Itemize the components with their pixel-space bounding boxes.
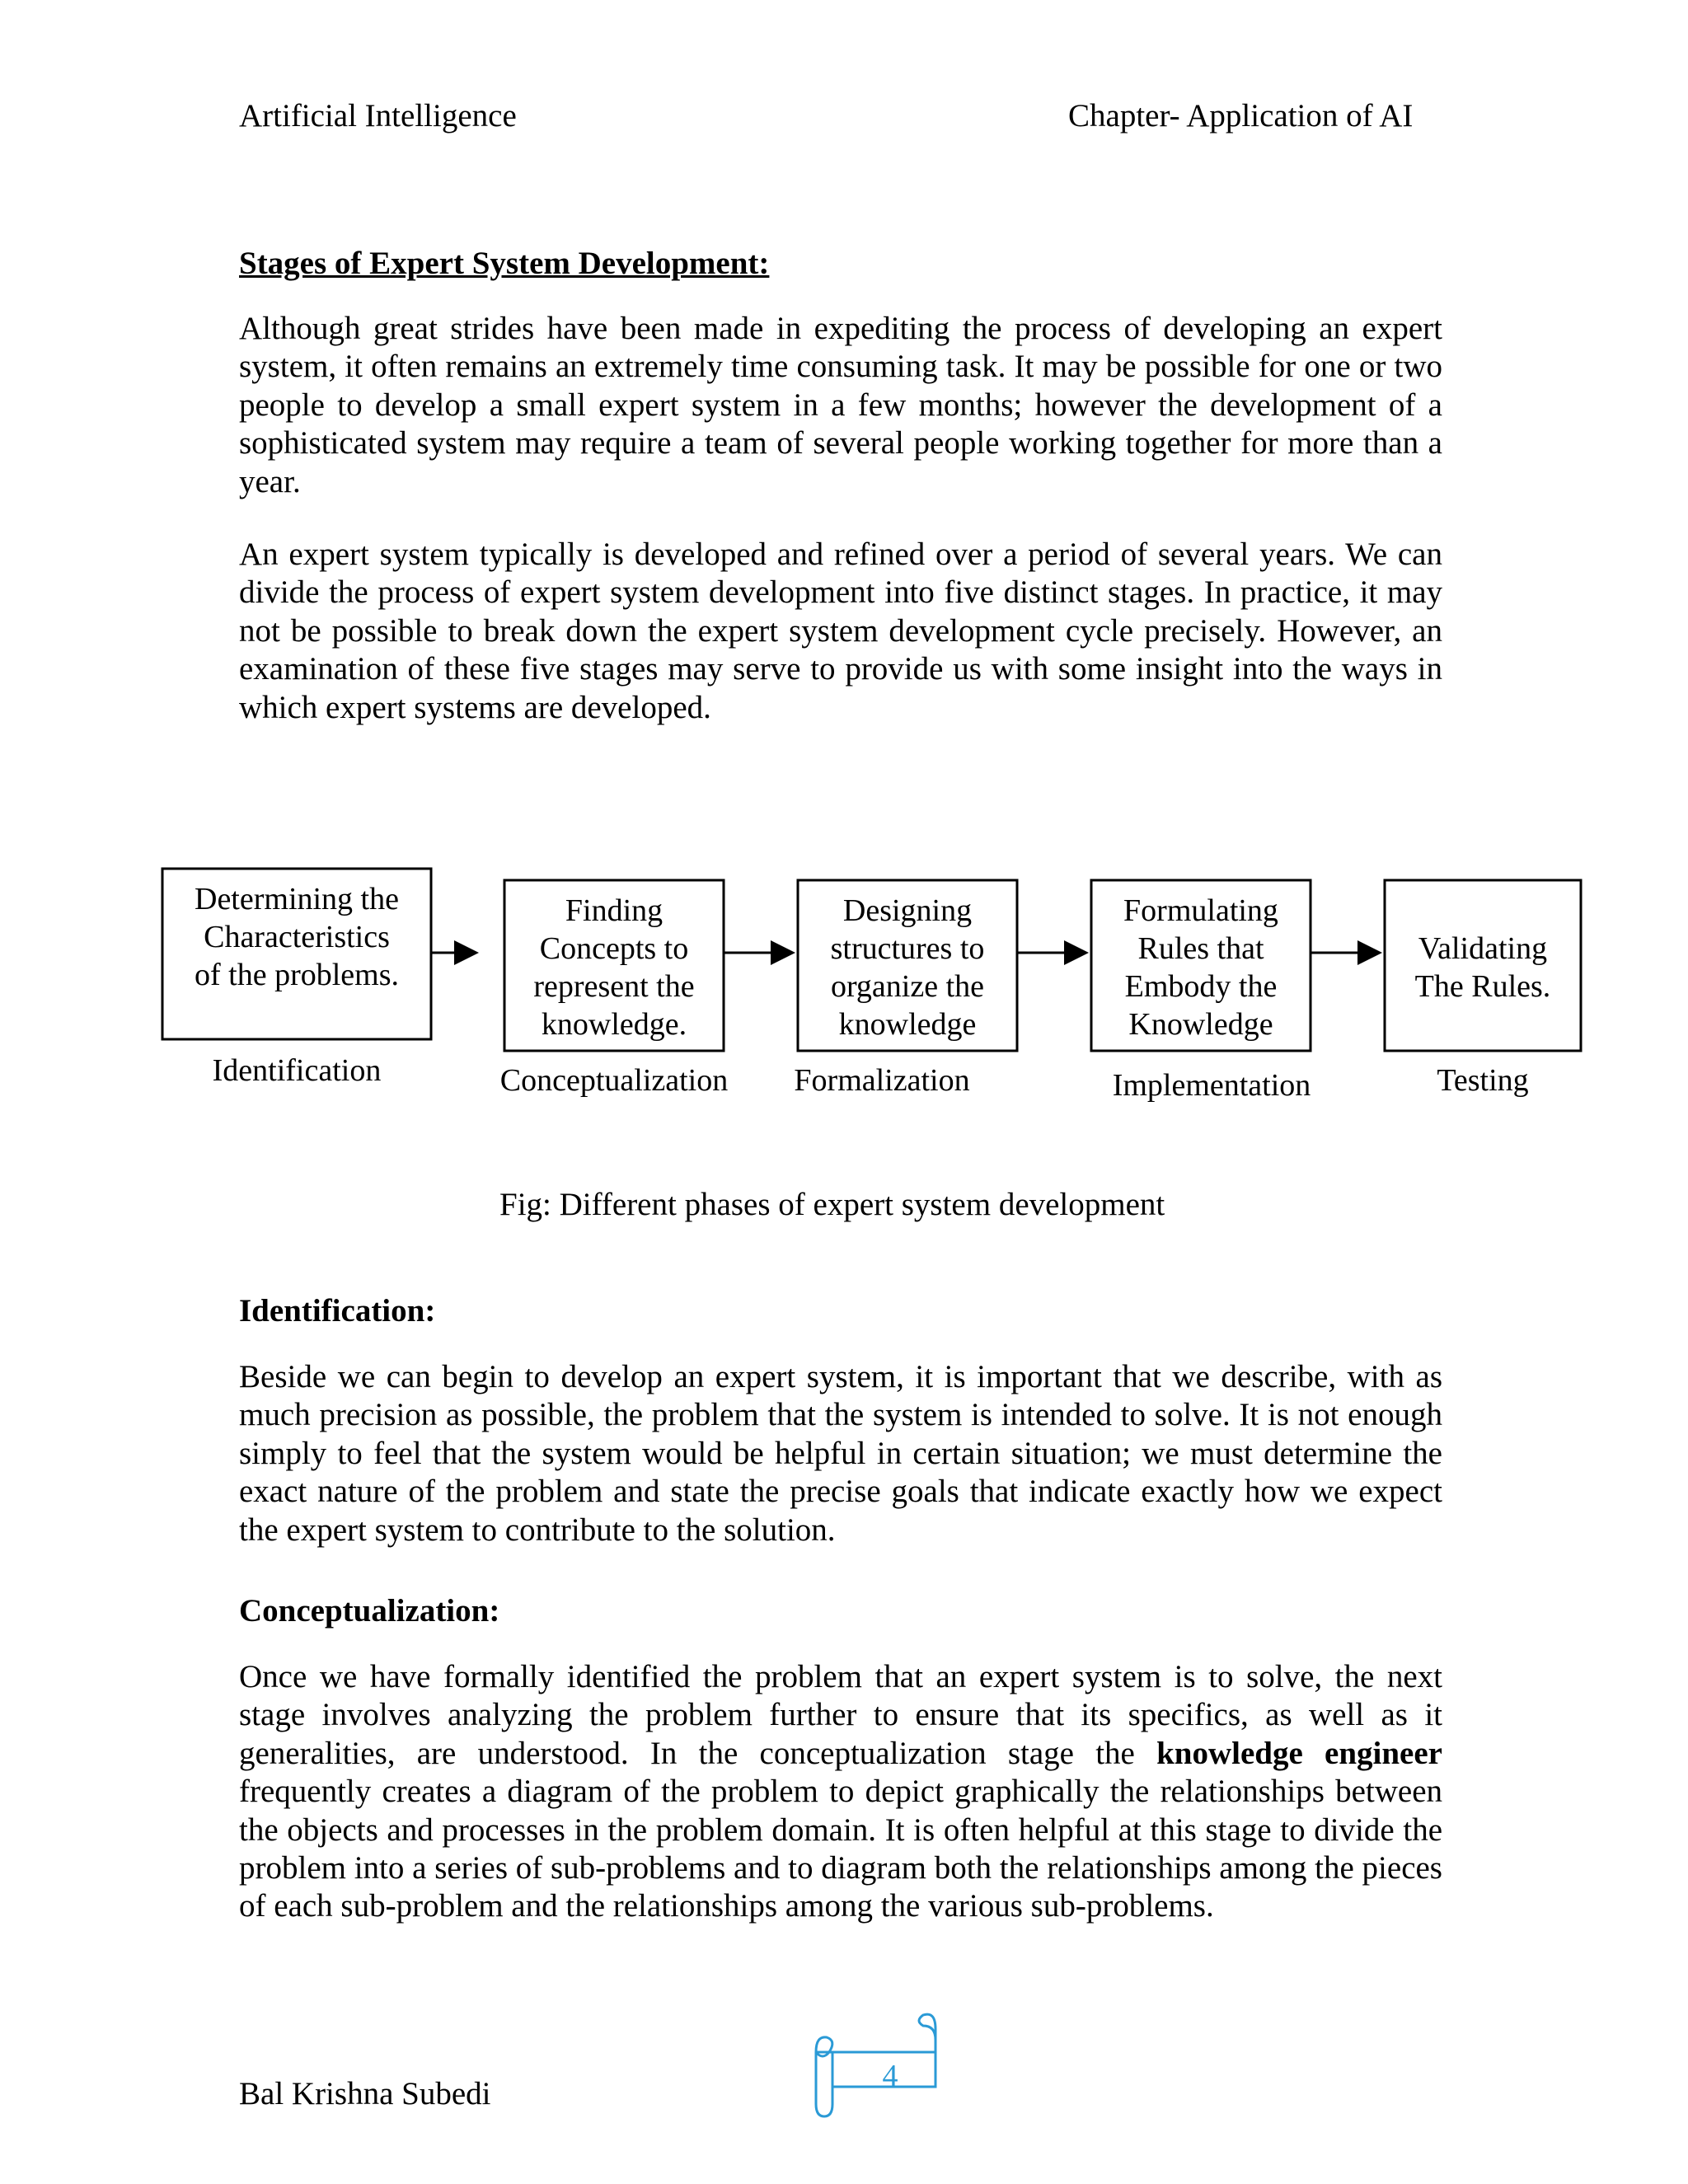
box-line: knowledge [838, 1007, 977, 1042]
box-line: structures to [830, 931, 985, 966]
header-left: Artificial Intelligence [239, 98, 517, 134]
box-line: Formulating [1123, 893, 1278, 928]
box-line: Knowledge [1128, 1007, 1273, 1042]
box-line: organize the [830, 969, 985, 1004]
intro-paragraph-1: Although great strides have been made in expediting the process of developing an expert system, it often remains an extremely time consuming task. It may be possible for one or two people to develop a small expert system in a few months; however the development of a sophisticated system may require a team of several people working together for more than a year. [239, 311, 1442, 499]
intro-paragraph-2: An expert system typically is developed and refined over a period of several years. We can divide the process of expert system development into five distinct stages. In practice, it may not be possible to break down the expert system development cycle precisely. However, an examination of these five stages may serve to provide us with some insight into the ways in which expert systems are developed. [239, 537, 1442, 725]
identification-paragraph: Beside we can begin to develop an expert system, it is important that we describe, with as much precision as possible, the problem that the system is intended to solve. It is not enough simply to feel that the system would be helpful in certain situation; we must determine the exact nature of the problem and state the precise goals that indicate exactly how we expect the expert system to contribute to the solution. [239, 1359, 1442, 1548]
box-line: Designing [842, 893, 973, 928]
conceptualization-text-before: Once we have formally identified the problem that an expert system is to solve, the next stage involves analyzing the problem further to ensure that its specifics, as well as it generalities, are understood. In the conceptualization stage the [239, 1659, 1442, 1771]
conceptualization-text-after: frequently creates a diagram of the problem to depict graphically the relationships between the objects and processes in the problem domain. It is often helpful at this stage to divide the problem into a series of sub-problems and to diagram both the relationships among the pieces of each sub-problem and the relationships among the various sub-problems. [239, 1774, 1442, 1924]
box-line: represent the [533, 969, 695, 1004]
identification-heading: Identification: [239, 1293, 436, 1329]
figure-caption: Fig: Different phases of expert system development [499, 1187, 1165, 1222]
conceptualization-heading: Conceptualization: [239, 1593, 500, 1629]
box-line: The Rules. [1414, 969, 1551, 1004]
box-line: of the problems. [194, 958, 399, 992]
box-line: Validating [1418, 931, 1548, 966]
box-line: Concepts to [539, 931, 689, 966]
stage-box-text-formalization [798, 892, 1017, 1043]
stage-label-implementation: Implementation [1112, 1068, 1311, 1103]
box-line: knowledge. [541, 1007, 687, 1042]
box-line: Determining the [195, 882, 399, 916]
box-line: Characteristics [204, 920, 390, 954]
stage-label-formalization: Formalization [794, 1063, 970, 1098]
section-title: Stages of Expert System Development: [239, 246, 770, 281]
conceptualization-paragraph [239, 1658, 1442, 1926]
knowledge-engineer-term: knowledge engineer [1156, 1735, 1442, 1771]
footer-author: Bal Krishna Subedi [239, 2076, 491, 2111]
box-line: Rules that [1137, 931, 1264, 966]
header-right: Chapter- Application of AI [1068, 98, 1414, 134]
stage-box-text-conceptualization [504, 892, 724, 1043]
stage-box-text-identification [162, 880, 431, 994]
stage-box-text-implementation [1091, 892, 1311, 1043]
page-number: 4 [882, 2059, 898, 2093]
stage-label-identification: Identification [212, 1053, 382, 1088]
stage-label-testing: Testing [1437, 1063, 1529, 1098]
box-line: Embody the [1124, 969, 1278, 1004]
stage-label-conceptualization: Conceptualization [499, 1063, 729, 1098]
stage-box-text-testing [1385, 930, 1581, 1005]
box-line: Finding [565, 893, 663, 928]
